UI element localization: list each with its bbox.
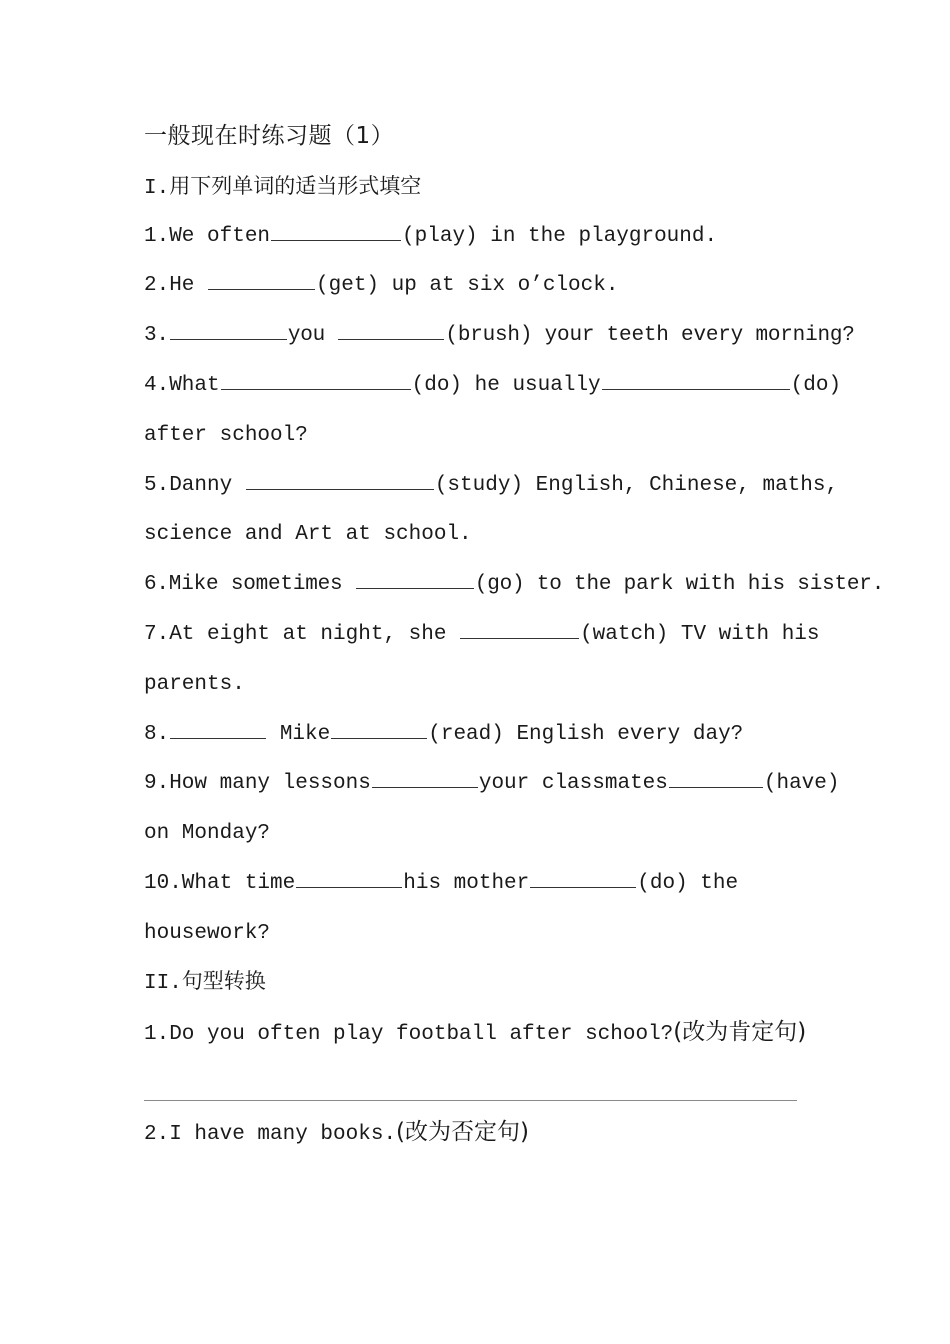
section2-heading: II.句型转换 xyxy=(144,971,266,995)
item-7-blank[interactable] xyxy=(460,637,579,639)
item-10-blank-1[interactable] xyxy=(296,886,402,888)
section1-heading xyxy=(144,162,824,212)
exercise-item-1 xyxy=(144,212,824,262)
item-3-blank-1[interactable] xyxy=(170,338,287,340)
item-2-suffix: (get) up at six o’clock. xyxy=(316,274,619,298)
item-4-middle: (do) he usually xyxy=(411,373,601,397)
item-6-prefix: 6.Mike sometimes xyxy=(144,573,355,597)
item-3-suffix: (brush) your teeth every morning? xyxy=(445,324,855,348)
transform-item-1 xyxy=(144,1008,824,1058)
item-10-middle: his mother xyxy=(403,871,530,895)
exercise-item-2 xyxy=(144,261,824,311)
item-9-blank-2[interactable] xyxy=(669,786,763,788)
item-9-prefix: 9.How many lessons xyxy=(144,772,371,796)
item-5-blank[interactable] xyxy=(246,488,434,490)
exercise-item-3 xyxy=(144,311,855,361)
item-1-prefix: 1.We often xyxy=(144,224,271,248)
item-2-blank[interactable] xyxy=(208,288,315,290)
exercise-item-7-continuation: parents. xyxy=(144,672,245,696)
exercise-item-9-continuation: on Monday? xyxy=(144,822,271,846)
item-9-blank-1[interactable] xyxy=(372,786,478,788)
item-10-prefix: 10.What time xyxy=(144,871,296,895)
item-9-suffix: (have) xyxy=(763,772,840,796)
transform-item-1-note: (改为肯定句) xyxy=(673,1019,807,1046)
item-10-suffix: (do) the xyxy=(637,871,739,895)
item-7-suffix: (watch) TV with his xyxy=(580,622,820,646)
item-4-suffix: (do) xyxy=(790,373,842,397)
exercise-item-5-continuation: science and Art at school. xyxy=(144,523,472,547)
item-8-middle: Mike xyxy=(267,722,331,746)
exercise-item-7 xyxy=(144,610,824,660)
item-6-blank[interactable] xyxy=(356,587,474,589)
exercise-item-9 xyxy=(144,759,840,809)
item-5-prefix: 5.Danny xyxy=(144,473,245,497)
exercise-item-4-continuation: after school? xyxy=(144,423,308,447)
exercise-item-10-continuation: housework? xyxy=(144,921,271,945)
item-4-blank-2[interactable] xyxy=(602,388,790,390)
item-4-prefix: 4.What xyxy=(144,373,220,397)
section1-heading-text: I.用下列单词的适当形式填空 xyxy=(144,176,422,200)
item-8-blank-1[interactable] xyxy=(170,737,266,739)
item-8-prefix: 8. xyxy=(144,722,170,746)
item-6-suffix: (go) to the park with his sister. xyxy=(474,573,885,597)
answer-rule xyxy=(144,1100,797,1101)
exercise-item-8 xyxy=(144,710,824,760)
item-10-blank-2[interactable] xyxy=(530,886,636,888)
item-1-suffix: (play) in the playground. xyxy=(402,224,718,248)
exercise-item-10 xyxy=(144,859,824,909)
item-3-prefix: 3. xyxy=(144,324,169,348)
item-8-suffix: (read) English every day? xyxy=(428,722,744,746)
transform-item-2 xyxy=(144,1108,824,1158)
transform-item-1-answer-line[interactable] xyxy=(144,1058,824,1108)
page-title: 一般现在时练习题（1） xyxy=(144,123,395,149)
worksheet-content xyxy=(144,112,885,1158)
transform-item-1-text: 1.Do you often play football after school? xyxy=(144,1023,674,1047)
transform-item-2-note: (改为否定句) xyxy=(396,1118,529,1145)
item-2-prefix: 2.He xyxy=(144,274,208,298)
item-3-blank-2[interactable] xyxy=(338,338,444,340)
exercise-item-6 xyxy=(144,560,885,610)
item-8-blank-2[interactable] xyxy=(331,737,427,739)
item-3-middle: you xyxy=(287,324,338,348)
exercise-item-5 xyxy=(144,461,839,511)
item-4-blank-1[interactable] xyxy=(221,388,411,390)
item-9-middle: your classmates xyxy=(478,772,668,796)
item-1-blank[interactable] xyxy=(271,239,401,241)
item-5-suffix: (study) English, Chinese, maths, xyxy=(434,473,839,497)
item-7-prefix: 7.At eight at night, she xyxy=(144,622,460,646)
transform-item-2-text: 2.I have many books. xyxy=(144,1122,397,1146)
exercise-item-4 xyxy=(144,361,842,411)
